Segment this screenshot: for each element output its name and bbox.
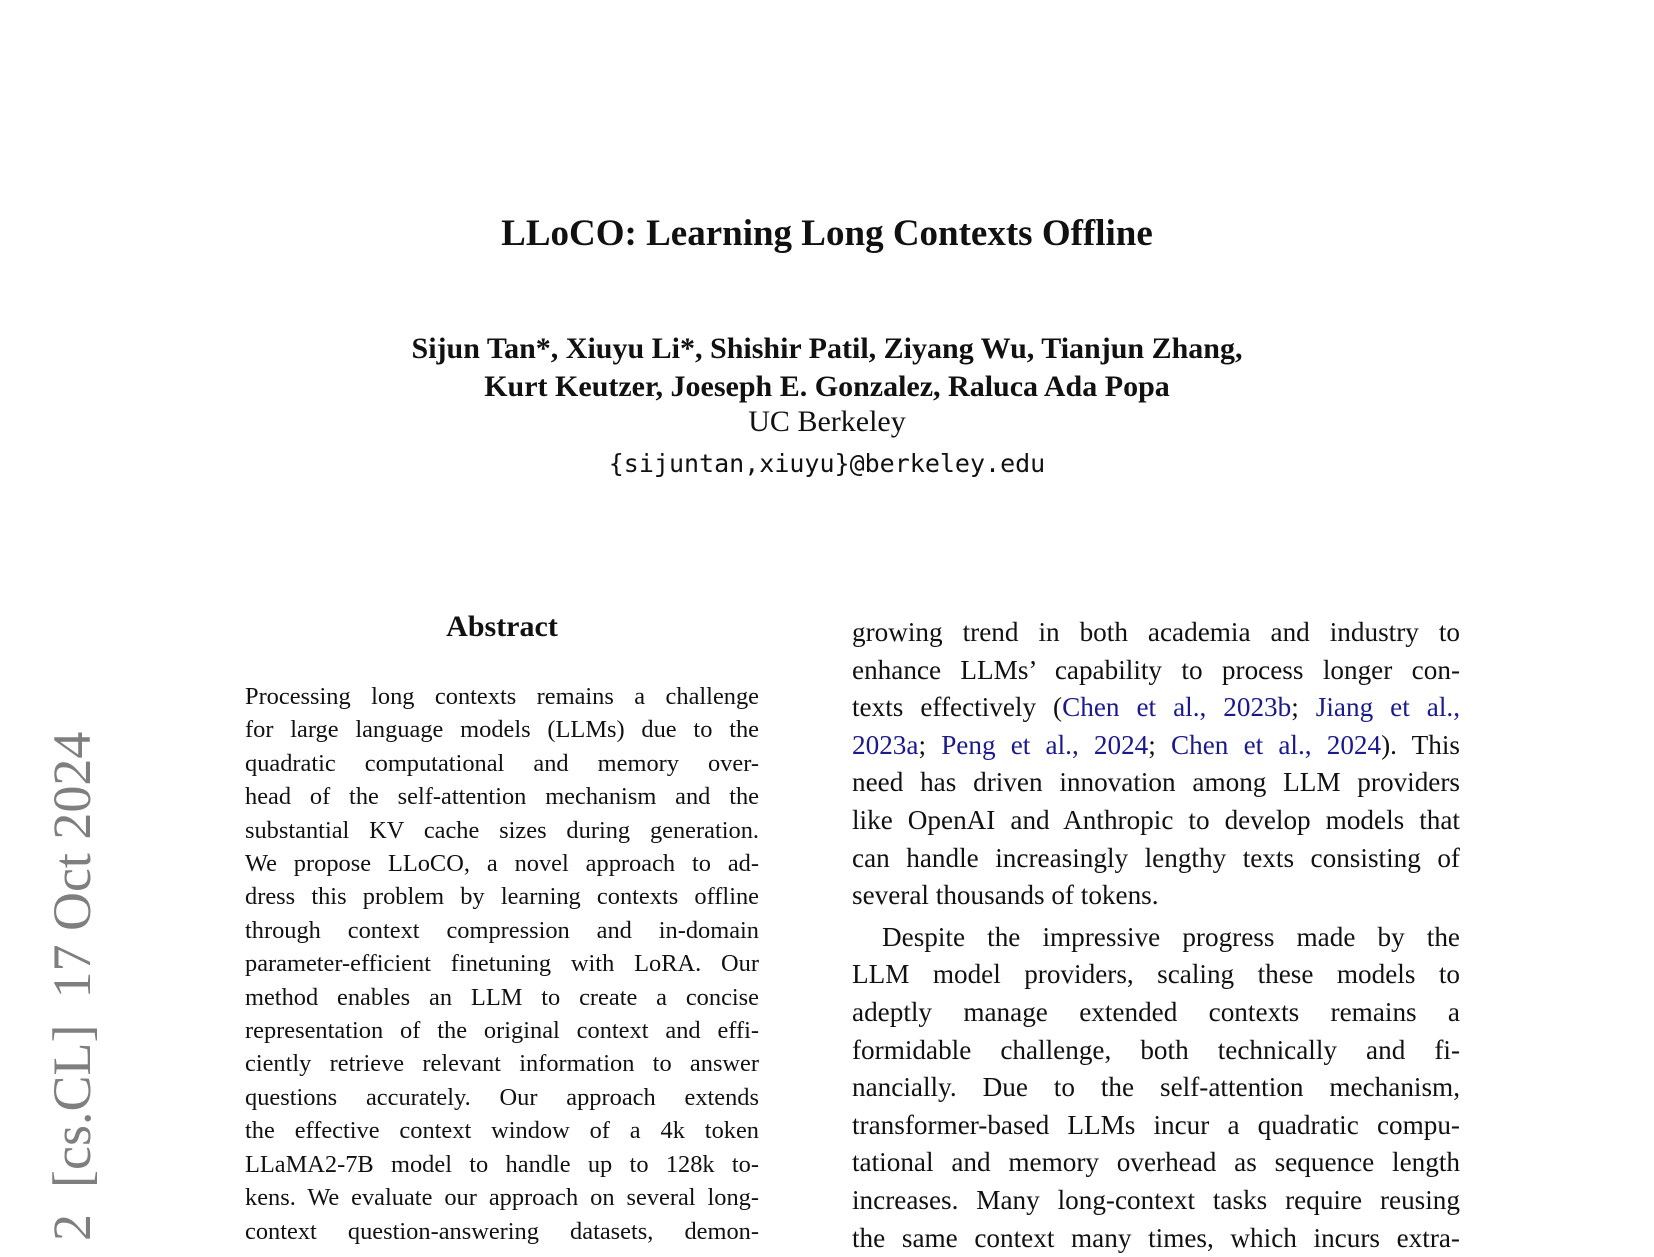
intro-paragraph-1 bbox=[852, 614, 1460, 915]
abstract-line: representation of the original context and effi- bbox=[245, 1014, 759, 1047]
authors-line-2: Kurt Keutzer, Joeseph E. Gonzalez, Raluca Ada Popa bbox=[0, 368, 1654, 406]
citation-link[interactable]: Peng et al., 2024 bbox=[941, 730, 1148, 760]
intro-text: ). This bbox=[1381, 730, 1460, 760]
abstract-line: the effective context window of a 4k token bbox=[245, 1114, 759, 1147]
separator: ; bbox=[918, 730, 941, 760]
intro-line: increases. Many long-context tasks require reusing bbox=[852, 1182, 1460, 1220]
abstract-line: substantial KV cache sizes during generation. bbox=[245, 814, 759, 847]
intro-line: several thousands of tokens. bbox=[852, 877, 1460, 915]
arxiv-id-fragment: 2 bbox=[42, 1214, 102, 1241]
citation-link[interactable]: Chen et al., 2023b bbox=[1062, 692, 1291, 722]
intro-line: need has driven innovation among LLM providers bbox=[852, 764, 1460, 802]
arxiv-date: 17 Oct 2024 bbox=[42, 732, 102, 999]
paper-title: LLoCO: Learning Long Contexts Offline bbox=[0, 212, 1654, 255]
abstract-line: method enables an LLM to create a concise bbox=[245, 981, 759, 1014]
intro-line: enhance LLMs’ capability to process longer con- bbox=[852, 652, 1460, 690]
arxiv-category: [cs.CL] bbox=[42, 1025, 102, 1188]
abstract-line: Processing long contexts remains a challenge bbox=[245, 680, 759, 713]
abstract-line: quadratic computational and memory over- bbox=[245, 747, 759, 780]
affiliation: UC Berkeley bbox=[0, 405, 1654, 439]
intro-line: like OpenAI and Anthropic to develop models that bbox=[852, 802, 1460, 840]
intro-line: the same context many times, which incurs extra- bbox=[852, 1220, 1460, 1257]
abstract-line: through context compression and in-domain bbox=[245, 914, 759, 947]
abstract-column bbox=[245, 610, 759, 1248]
abstract-line: parameter-efficient finetuning with LoRA. Our bbox=[245, 947, 759, 980]
abstract-line: head of the self-attention mechanism and the bbox=[245, 780, 759, 813]
citation-link[interactable]: 2023a bbox=[852, 730, 918, 760]
abstract-line: kens. We evaluate our approach on several long- bbox=[245, 1181, 759, 1214]
intro-line: LLM model providers, scaling these models to bbox=[852, 956, 1460, 994]
intro-line-with-citations bbox=[852, 689, 1460, 727]
abstract-line: We propose LLoCO, a novel approach to ad- bbox=[245, 847, 759, 880]
intro-line: can handle increasingly lengthy texts consisting of bbox=[852, 840, 1460, 878]
abstract-body bbox=[245, 680, 759, 1248]
authors-line-1: Sijun Tan*, Xiuyu Li*, Shishir Patil, Ziyang Wu, Tianjun Zhang, bbox=[0, 330, 1654, 368]
intro-line: growing trend in both academia and industry to bbox=[852, 614, 1460, 652]
citation-link[interactable]: Jiang et al., bbox=[1316, 692, 1460, 722]
intro-paragraph-2 bbox=[852, 919, 1460, 1257]
intro-line: formidable challenge, both technically and fi- bbox=[852, 1032, 1460, 1070]
arxiv-identifier-stamp bbox=[45, 706, 99, 1241]
abstract-line: for large language models (LLMs) due to the bbox=[245, 713, 759, 746]
abstract-line: ciently retrieve relevant information to answer bbox=[245, 1047, 759, 1080]
abstract-heading: Abstract bbox=[245, 610, 759, 644]
intro-line-with-citations bbox=[852, 727, 1460, 765]
abstract-line: context question-answering datasets, demon- bbox=[245, 1215, 759, 1248]
intro-line: tational and memory overhead as sequence length bbox=[852, 1144, 1460, 1182]
intro-line: nancially. Due to the self-attention mechanism, bbox=[852, 1069, 1460, 1107]
introduction-column bbox=[852, 614, 1460, 1257]
intro-line: adeptly manage extended contexts remains a bbox=[852, 994, 1460, 1032]
abstract-line: LLaMA2-7B model to handle up to 128k to- bbox=[245, 1148, 759, 1181]
contact-email: {sijuntan,xiuyu}@berkeley.edu bbox=[0, 449, 1654, 478]
separator: ; bbox=[1291, 692, 1316, 722]
intro-text: texts effectively ( bbox=[852, 692, 1062, 722]
intro-line: Despite the impressive progress made by the bbox=[852, 919, 1460, 957]
separator: ; bbox=[1148, 730, 1171, 760]
intro-line: transformer-based LLMs incur a quadratic compu- bbox=[852, 1107, 1460, 1145]
author-list bbox=[0, 330, 1654, 406]
citation-link[interactable]: Chen et al., 2024 bbox=[1171, 730, 1381, 760]
abstract-line: questions accurately. Our approach extends bbox=[245, 1081, 759, 1114]
abstract-line: dress this problem by learning contexts offline bbox=[245, 880, 759, 913]
